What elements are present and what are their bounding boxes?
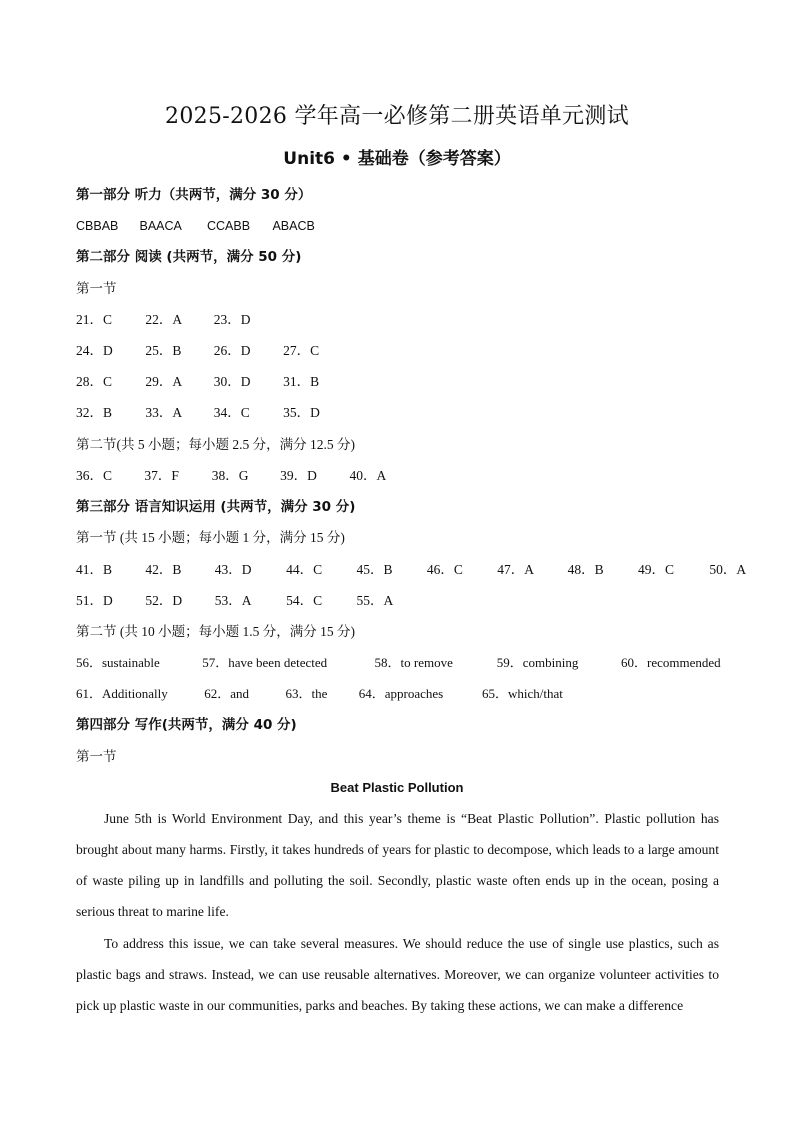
answer-group: ABACB	[272, 219, 315, 233]
answer: 41．B	[76, 562, 113, 577]
answer: 36．C	[76, 468, 113, 483]
answer-row	[76, 591, 393, 611]
part1-answers	[76, 216, 315, 236]
answer: 23．D	[213, 312, 251, 327]
answer: 35．D	[283, 405, 320, 420]
page-subtitle: Unit6 • 基础卷（参考答案）	[283, 149, 511, 169]
answer: 25．B	[145, 343, 182, 358]
answer: 29．A	[145, 374, 183, 389]
answer: 30．D	[213, 374, 251, 389]
answer: 26．D	[213, 343, 251, 358]
answer: 28．C	[76, 374, 113, 389]
page-title: 2025-2026 学年高一必修第二册英语单元测试	[165, 104, 629, 129]
essay-paragraph: To address this issue, we can take several measures. We should reduce the use of single use plastics, such as plastic bags and straws. Instead, we can use reusable alternatives. Moreover, we can organize volunteer activities to pick up plastic waste in our communities, parks and beaches. By taking these actions, we can make a difference	[76, 936, 719, 1013]
answer: 59．combining	[496, 655, 579, 670]
part1-heading: 第一部分 听力（共两节，满分 30 分）	[76, 187, 312, 203]
answer: 65．which/that	[482, 686, 563, 701]
answer: 33．A	[145, 405, 183, 420]
answer: 55．A	[356, 593, 394, 608]
answer: 64．approaches	[358, 686, 444, 701]
answer-row	[76, 466, 386, 486]
answer: 42．B	[145, 562, 182, 577]
answer: 45．B	[356, 562, 393, 577]
answer-group: BAACA	[139, 219, 182, 233]
part3-heading: 第三部分 语言知识运用 (共两节，满分 30 分)	[76, 499, 356, 515]
answer: 21．C	[76, 312, 113, 327]
part2-section1-label: 第一节	[76, 281, 117, 296]
answer: 51．D	[76, 593, 113, 608]
answer: 49．C	[638, 562, 675, 577]
answer: 46．C	[426, 562, 463, 577]
answer: 58．to remove	[374, 655, 453, 670]
part4-section1-label: 第一节	[76, 749, 117, 764]
answer-row	[76, 684, 563, 704]
answer: 32．B	[76, 405, 113, 420]
essay-title: Beat Plastic Pollution	[330, 780, 464, 795]
answer: 43．D	[214, 562, 252, 577]
answer: 37．F	[144, 468, 179, 483]
answer: 31．B	[283, 374, 320, 389]
answer-row	[76, 310, 251, 330]
answer: 50．A	[709, 562, 747, 577]
answer: 54．C	[286, 593, 323, 608]
answer: 52．D	[145, 593, 183, 608]
answer: 47．A	[497, 562, 534, 577]
answer: 27．C	[283, 343, 320, 358]
answer: 38．G	[211, 468, 249, 483]
answer: 62．and	[204, 686, 250, 701]
answer: 39．D	[280, 468, 317, 483]
answer-group: CCABB	[206, 219, 251, 233]
answer-row	[76, 341, 319, 361]
answer: 61．Additionally	[76, 686, 168, 701]
answer: 63．the	[285, 686, 328, 701]
answer: 24．D	[76, 343, 113, 358]
answer: 48．B	[567, 562, 604, 577]
answer: 44．C	[286, 562, 323, 577]
part2-heading: 第二部分 阅读 (共两节，满分 50 分)	[76, 249, 302, 265]
answer: 22．A	[145, 312, 183, 327]
answer: 40．A	[349, 468, 387, 483]
answer: 34．C	[213, 405, 250, 420]
answer-group: CBBAB	[76, 219, 119, 233]
part3-section2-label: 第二节 (共 10 小题；每小题 1.5 分，满分 15 分)	[76, 624, 355, 639]
answer: 56．sustainable	[76, 655, 160, 670]
essay-paragraph: June 5th is World Environment Day, and this year’s theme is “Beat Plastic Pollution”. Plastic pollution has brought about many harms. Firstly, it takes hundreds of years for plastic to decompose, which leads to a large amount of waste piling up in landfills and polluting the soil. Secondly, plastic waste often ends up in the ocean, posing a serious threat to marine life.	[76, 811, 719, 919]
answer: 60．recommended	[621, 655, 721, 670]
answer: 53．A	[214, 593, 252, 608]
part4-heading: 第四部分 写作(共两节，满分 40 分)	[76, 717, 297, 733]
answer-row	[76, 372, 319, 392]
answer-row	[76, 653, 721, 673]
part2-section2-label: 第二节(共 5 小题；每小题 2.5 分，满分 12.5 分)	[76, 437, 355, 452]
answer-row	[76, 560, 746, 580]
part3-section1-label: 第一节 (共 15 小题；每小题 1 分，满分 15 分)	[76, 530, 345, 545]
answer-row	[76, 403, 320, 423]
answer: 57．have been detected	[202, 655, 328, 670]
